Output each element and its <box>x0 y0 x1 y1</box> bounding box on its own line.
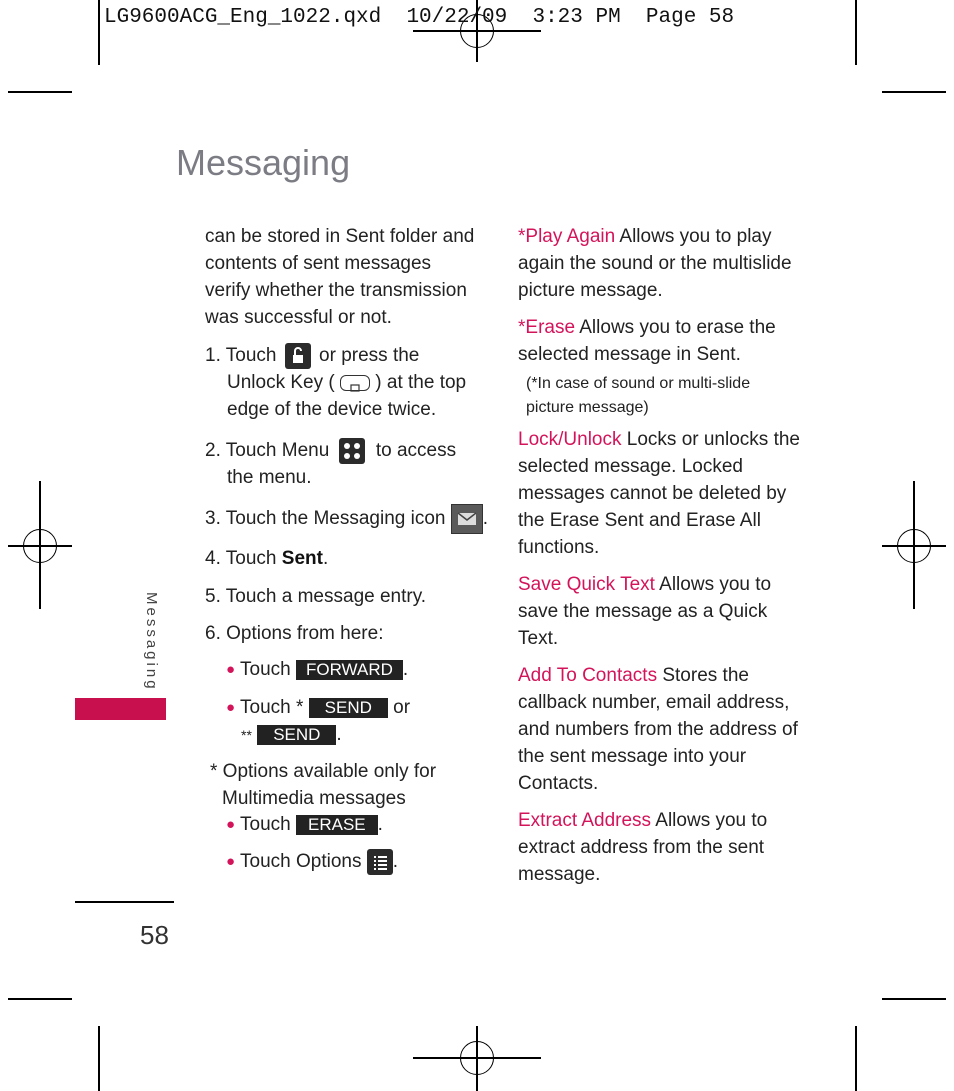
crop-mark <box>98 1026 100 1091</box>
crop-mark <box>882 91 946 93</box>
forward-button[interactable]: FORWARD <box>296 660 403 680</box>
sidebar-tab-bar <box>75 698 166 720</box>
footer-rule <box>75 901 174 903</box>
file-slug: LG9600ACG_Eng_1022.qxd 10/22/09 3:23 PM Page 58 <box>104 6 735 29</box>
options-list-icon[interactable] <box>367 849 393 875</box>
registration-circle <box>23 529 57 563</box>
extract-address-item: Extract Address Allows you to extract address from the sent message. <box>518 810 768 885</box>
menu-grid-icon <box>339 438 365 464</box>
bullet-icon: ● <box>226 816 236 833</box>
intro-paragraph: can be stored in Sent folder and contents of sent messages verify whether the transmission was successful or not. <box>205 226 475 328</box>
step-3: 3. Touch the Messaging icon . <box>205 504 495 534</box>
crop-mark <box>855 1026 857 1091</box>
crop-mark <box>855 0 857 65</box>
registration-circle <box>460 1041 494 1075</box>
save-quick-text-item: Save Quick Text Allows you to save the message as a Quick Text. <box>518 574 772 649</box>
add-to-contacts-item: Add To Contacts Stores the callback number, email address, and numbers from the address of the sent message into your Contacts. <box>518 665 798 794</box>
send-button-multimedia[interactable]: SEND <box>257 725 336 745</box>
step-4: 4. Touch Sent. <box>205 548 329 569</box>
crop-mark <box>882 998 946 1000</box>
lock-unlock-item: Lock/Unlock Locks or unlocks the selected message. Locked messages cannot be deleted by the Erase Sent and Erase All functions. <box>518 429 800 558</box>
crop-mark <box>8 998 72 1000</box>
step-1: 1. Touch or press the Unlock Key ( ) at the top edge of the device twice. <box>205 342 495 423</box>
page-title: Messaging <box>176 142 351 183</box>
option-options: ● Touch Options . <box>226 848 398 875</box>
option-send: ● Touch * SEND or ** SEND . <box>226 697 411 745</box>
bullet-icon: ● <box>226 853 236 870</box>
step-5: 5. Touch a message entry. <box>205 586 427 607</box>
crop-mark <box>98 0 100 65</box>
page-number: 58 <box>140 920 169 950</box>
send-button[interactable]: SEND <box>309 698 388 718</box>
bullet-icon: ● <box>226 699 236 716</box>
sidebar-label-text: Messaging <box>143 592 160 692</box>
play-again-item: *Play Again Allows you to play again the sound or the multislide picture message. <box>518 226 792 301</box>
erase-button[interactable]: ERASE <box>296 815 378 835</box>
option-forward: ● Touch FORWARD . <box>226 659 409 680</box>
right-column <box>518 223 800 888</box>
registration-circle <box>897 529 931 563</box>
step-6: 6. Options from here: <box>205 623 384 644</box>
erase-note: (*In case of sound or multi-slide picture message) <box>526 375 751 416</box>
option-erase: ● Touch ERASE . <box>226 814 383 835</box>
step-2: 2. Touch Menu to access the menu. <box>205 437 495 491</box>
lock-icon <box>285 343 311 369</box>
erase-item: *Erase Allows you to erase the selected message in Sent. <box>518 317 776 365</box>
envelope-icon <box>451 504 483 534</box>
sidebar-section-label <box>132 592 172 692</box>
bullet-icon: ● <box>226 661 236 678</box>
multimedia-note: * Options available only for Multimedia messages <box>210 761 437 809</box>
crop-mark <box>8 91 72 93</box>
key-icon <box>340 375 370 391</box>
